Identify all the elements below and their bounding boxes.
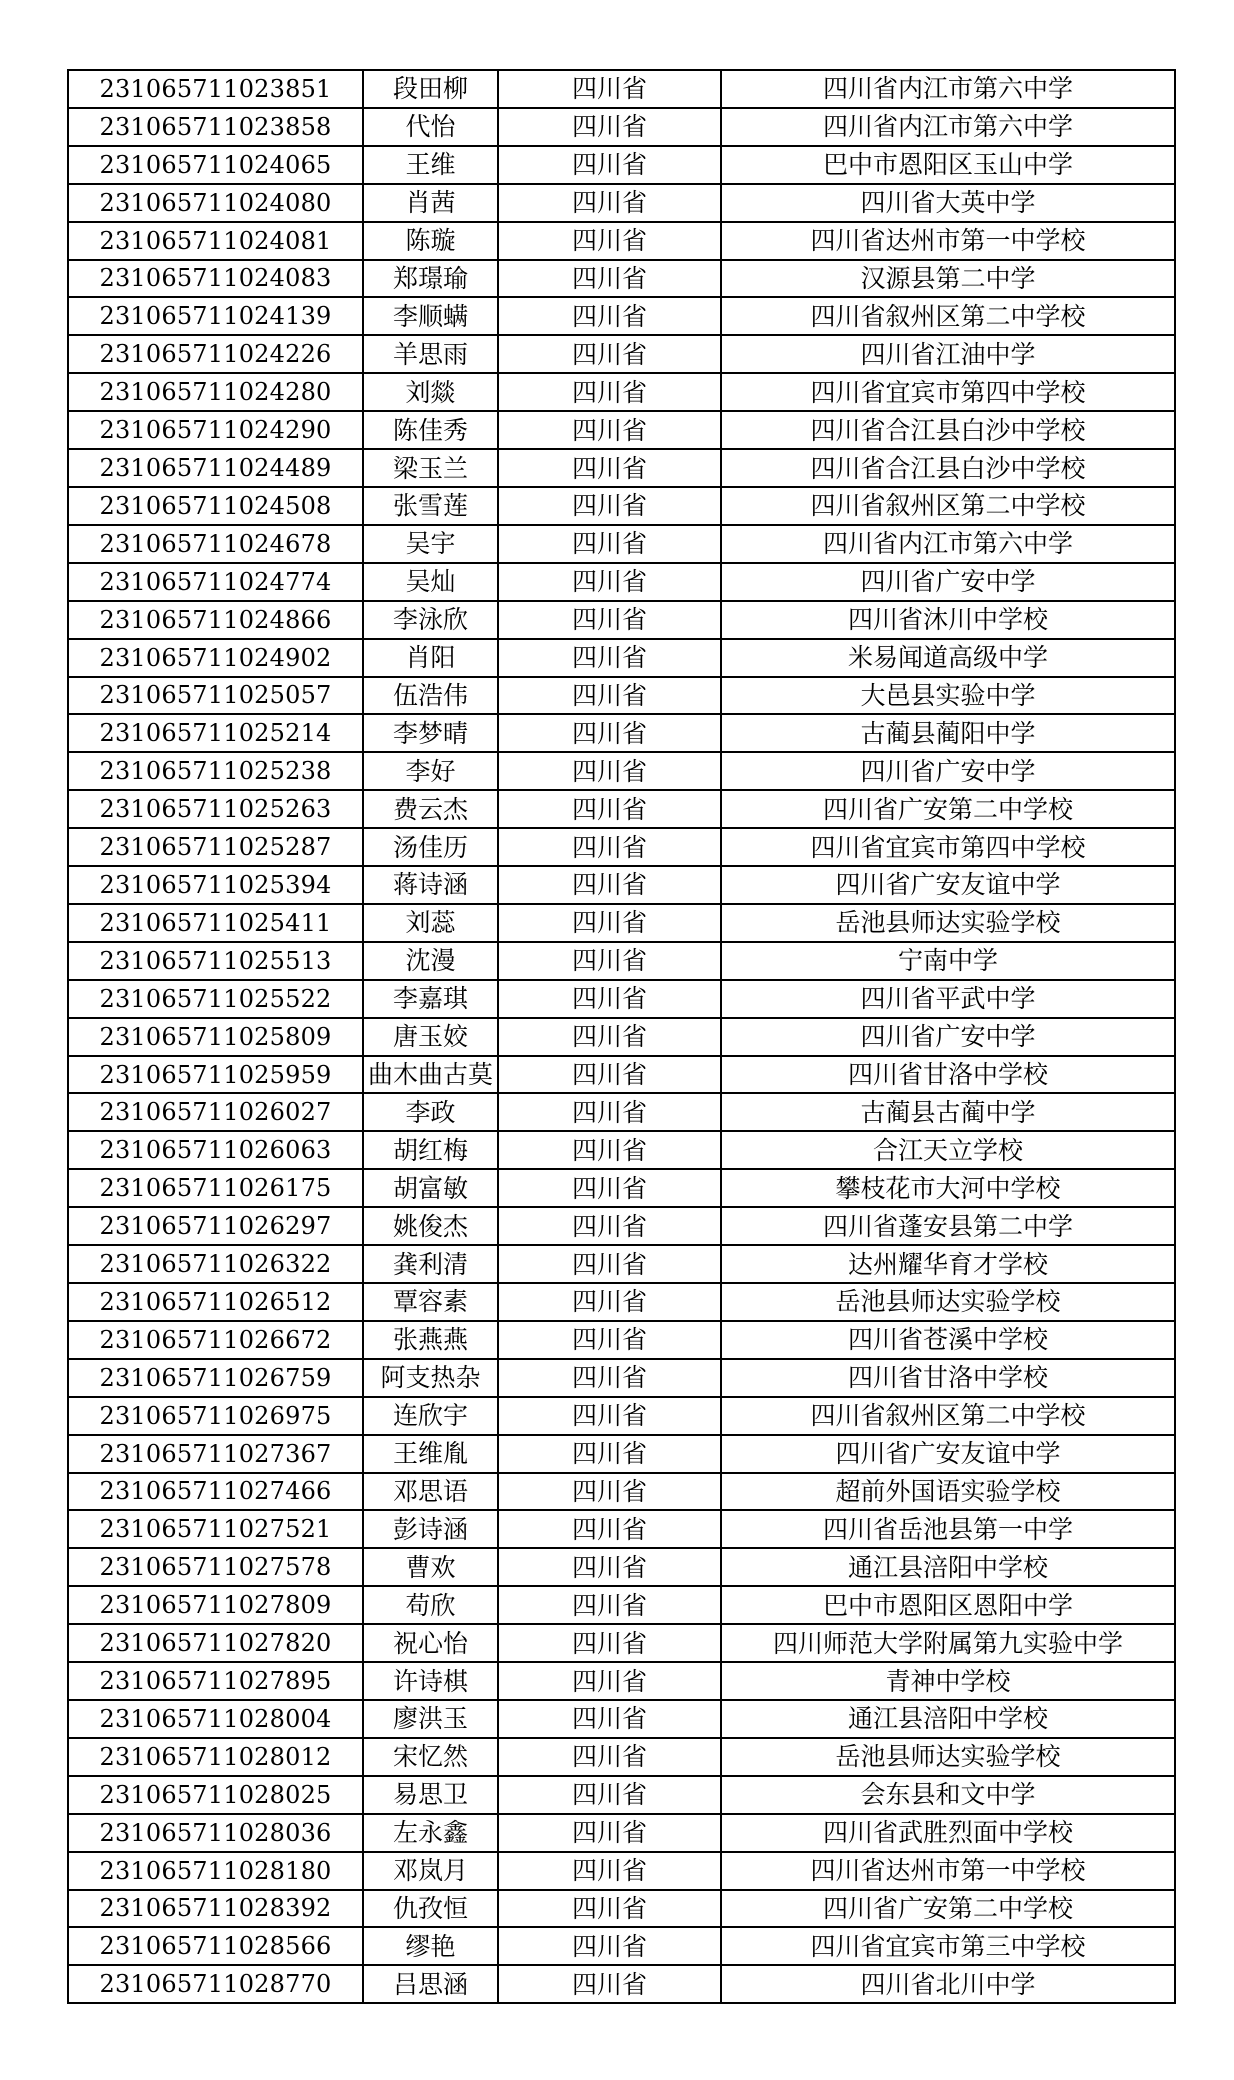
exam-number-cell: 231065711025238 (68, 752, 363, 790)
table-row (68, 980, 1175, 1018)
province-cell: 四川省 (498, 639, 721, 677)
student-name-cell: 易思卫 (363, 1776, 498, 1814)
table-row (68, 1965, 1175, 2003)
student-name-cell: 许诗棋 (363, 1662, 498, 1700)
student-name-cell: 龚利清 (363, 1245, 498, 1283)
school-cell: 达州耀华育才学校 (721, 1245, 1175, 1283)
exam-number-cell: 231065711027895 (68, 1662, 363, 1700)
table-row (68, 752, 1175, 790)
province-cell: 四川省 (498, 1321, 721, 1359)
province-cell: 四川省 (498, 1056, 721, 1094)
school-cell: 四川省广安中学 (721, 752, 1175, 790)
school-cell: 岳池县师达实验学校 (721, 1283, 1175, 1321)
table-row (68, 222, 1175, 260)
province-cell: 四川省 (498, 601, 721, 639)
exam-number-cell: 231065711024226 (68, 335, 363, 373)
school-cell: 四川省合江县白沙中学校 (721, 449, 1175, 487)
province-cell: 四川省 (498, 1435, 721, 1473)
exam-number-cell: 231065711024489 (68, 449, 363, 487)
province-cell: 四川省 (498, 563, 721, 601)
table-row (68, 1852, 1175, 1890)
student-name-cell: 吕思涵 (363, 1965, 498, 2003)
student-name-cell: 李梦晴 (363, 714, 498, 752)
school-cell: 四川省大英中学 (721, 184, 1175, 222)
student-name-cell: 刘蕊 (363, 904, 498, 942)
table-row (68, 1131, 1175, 1169)
province-cell: 四川省 (498, 222, 721, 260)
exam-number-cell: 231065711025057 (68, 677, 363, 715)
student-name-cell: 蒋诗涵 (363, 866, 498, 904)
table-row (68, 1890, 1175, 1928)
exam-number-cell: 231065711026027 (68, 1093, 363, 1131)
province-cell: 四川省 (498, 1359, 721, 1397)
exam-number-cell: 231065711025513 (68, 942, 363, 980)
school-cell: 四川省平武中学 (721, 980, 1175, 1018)
exam-number-cell: 231065711027809 (68, 1586, 363, 1624)
table-row (68, 1548, 1175, 1586)
school-cell: 四川省广安中学 (721, 563, 1175, 601)
school-cell: 古蔺县古蔺中学 (721, 1093, 1175, 1131)
exam-number-cell: 231065711025522 (68, 980, 363, 1018)
student-name-cell: 阿支热杂 (363, 1359, 498, 1397)
student-name-cell: 王维 (363, 146, 498, 184)
exam-number-cell: 231065711026175 (68, 1169, 363, 1207)
table-row (68, 828, 1175, 866)
table-row (68, 1169, 1175, 1207)
exam-number-cell: 231065711028012 (68, 1738, 363, 1776)
exam-number-cell: 231065711025214 (68, 714, 363, 752)
school-cell: 四川省叙州区第二中学校 (721, 487, 1175, 525)
student-name-cell: 肖茜 (363, 184, 498, 222)
table-row (68, 1624, 1175, 1662)
table-row (68, 1435, 1175, 1473)
school-cell: 四川省蓬安县第二中学 (721, 1207, 1175, 1245)
exam-number-cell: 231065711024280 (68, 373, 363, 411)
province-cell: 四川省 (498, 297, 721, 335)
table-row (68, 297, 1175, 335)
school-cell: 四川省叙州区第二中学校 (721, 1397, 1175, 1435)
table-row (68, 1586, 1175, 1624)
table-row (68, 373, 1175, 411)
school-cell: 大邑县实验中学 (721, 677, 1175, 715)
province-cell: 四川省 (498, 487, 721, 525)
table-row (68, 184, 1175, 222)
province-cell: 四川省 (498, 1283, 721, 1321)
student-name-cell: 邓岚月 (363, 1852, 498, 1890)
school-cell: 四川省北川中学 (721, 1965, 1175, 2003)
student-name-cell: 邓思语 (363, 1473, 498, 1511)
table-row (68, 1662, 1175, 1700)
province-cell: 四川省 (498, 335, 721, 373)
table-row (68, 525, 1175, 563)
school-cell: 岳池县师达实验学校 (721, 904, 1175, 942)
table-row (68, 146, 1175, 184)
table-row (68, 70, 1175, 108)
school-cell: 四川省宜宾市第三中学校 (721, 1927, 1175, 1965)
table-row (68, 714, 1175, 752)
exam-number-cell: 231065711028025 (68, 1776, 363, 1814)
student-name-cell: 梁玉兰 (363, 449, 498, 487)
student-name-cell: 苟欣 (363, 1586, 498, 1624)
province-cell: 四川省 (498, 1473, 721, 1511)
school-cell: 四川省苍溪中学校 (721, 1321, 1175, 1359)
province-cell: 四川省 (498, 1852, 721, 1890)
province-cell: 四川省 (498, 752, 721, 790)
province-cell: 四川省 (498, 184, 721, 222)
exam-number-cell: 231065711028392 (68, 1890, 363, 1928)
school-cell: 岳池县师达实验学校 (721, 1738, 1175, 1776)
school-cell: 合江天立学校 (721, 1131, 1175, 1169)
roster-table-body (68, 70, 1175, 2003)
table-row (68, 1359, 1175, 1397)
school-cell: 四川省甘洛中学校 (721, 1056, 1175, 1094)
student-name-cell: 费云杰 (363, 790, 498, 828)
province-cell: 四川省 (498, 1700, 721, 1738)
student-name-cell: 刘燚 (363, 373, 498, 411)
student-name-cell: 缪艳 (363, 1927, 498, 1965)
table-row (68, 601, 1175, 639)
school-cell: 四川省达州市第一中学校 (721, 222, 1175, 260)
exam-number-cell: 231065711023858 (68, 108, 363, 146)
province-cell: 四川省 (498, 1890, 721, 1928)
school-cell: 四川省岳池县第一中学 (721, 1510, 1175, 1548)
table-row (68, 677, 1175, 715)
table-row (68, 942, 1175, 980)
student-name-cell: 吴宇 (363, 525, 498, 563)
province-cell: 四川省 (498, 1169, 721, 1207)
student-name-cell: 连欣宇 (363, 1397, 498, 1435)
school-cell: 四川省合江县白沙中学校 (721, 411, 1175, 449)
school-cell: 四川省叙州区第二中学校 (721, 297, 1175, 335)
table-row (68, 1018, 1175, 1056)
student-name-cell: 廖洪玉 (363, 1700, 498, 1738)
province-cell: 四川省 (498, 1586, 721, 1624)
student-name-cell: 祝心怡 (363, 1624, 498, 1662)
table-row (68, 1700, 1175, 1738)
table-row (68, 260, 1175, 298)
province-cell: 四川省 (498, 1776, 721, 1814)
exam-number-cell: 231065711026672 (68, 1321, 363, 1359)
province-cell: 四川省 (498, 108, 721, 146)
table-row (68, 1776, 1175, 1814)
table-row (68, 1927, 1175, 1965)
student-name-cell: 李嘉琪 (363, 980, 498, 1018)
province-cell: 四川省 (498, 373, 721, 411)
exam-number-cell: 231065711025263 (68, 790, 363, 828)
exam-number-cell: 231065711025411 (68, 904, 363, 942)
table-row (68, 1473, 1175, 1511)
student-name-cell: 郑璟瑜 (363, 260, 498, 298)
school-cell: 巴中市恩阳区恩阳中学 (721, 1586, 1175, 1624)
province-cell: 四川省 (498, 1927, 721, 1965)
province-cell: 四川省 (498, 942, 721, 980)
student-name-cell: 李顺螨 (363, 297, 498, 335)
school-cell: 汉源县第二中学 (721, 260, 1175, 298)
province-cell: 四川省 (498, 70, 721, 108)
table-row (68, 108, 1175, 146)
exam-number-cell: 231065711024080 (68, 184, 363, 222)
school-cell: 四川省内江市第六中学 (721, 108, 1175, 146)
student-name-cell: 张雪莲 (363, 487, 498, 525)
table-row (68, 487, 1175, 525)
province-cell: 四川省 (498, 449, 721, 487)
student-name-cell: 仇孜恒 (363, 1890, 498, 1928)
student-name-cell: 王维胤 (363, 1435, 498, 1473)
province-cell: 四川省 (498, 1397, 721, 1435)
exam-number-cell: 231065711024083 (68, 260, 363, 298)
exam-number-cell: 231065711024678 (68, 525, 363, 563)
exam-number-cell: 231065711028180 (68, 1852, 363, 1890)
student-name-cell: 段田柳 (363, 70, 498, 108)
school-cell: 会东县和文中学 (721, 1776, 1175, 1814)
province-cell: 四川省 (498, 1814, 721, 1852)
exam-number-cell: 231065711025809 (68, 1018, 363, 1056)
school-cell: 四川省甘洛中学校 (721, 1359, 1175, 1397)
province-cell: 四川省 (498, 980, 721, 1018)
student-name-cell: 曲木曲古莫 (363, 1056, 498, 1094)
exam-number-cell: 231065711024866 (68, 601, 363, 639)
province-cell: 四川省 (498, 1093, 721, 1131)
student-name-cell: 羊思雨 (363, 335, 498, 373)
table-row (68, 904, 1175, 942)
table-row (68, 1093, 1175, 1131)
school-cell: 青神中学校 (721, 1662, 1175, 1700)
exam-number-cell: 231065711028036 (68, 1814, 363, 1852)
exam-number-cell: 231065711027466 (68, 1473, 363, 1511)
exam-number-cell: 231065711027521 (68, 1510, 363, 1548)
student-name-cell: 李泳欣 (363, 601, 498, 639)
exam-number-cell: 231065711027820 (68, 1624, 363, 1662)
province-cell: 四川省 (498, 1624, 721, 1662)
province-cell: 四川省 (498, 1018, 721, 1056)
province-cell: 四川省 (498, 1662, 721, 1700)
table-row (68, 1283, 1175, 1321)
exam-number-cell: 231065711026063 (68, 1131, 363, 1169)
student-name-cell: 伍浩伟 (363, 677, 498, 715)
table-row (68, 1510, 1175, 1548)
exam-number-cell: 231065711026512 (68, 1283, 363, 1321)
exam-number-cell: 231065711027578 (68, 1548, 363, 1586)
student-name-cell: 肖阳 (363, 639, 498, 677)
school-cell: 四川省广安第二中学校 (721, 790, 1175, 828)
exam-number-cell: 231065711027367 (68, 1435, 363, 1473)
table-row (68, 1738, 1175, 1776)
school-cell: 四川省广安友谊中学 (721, 1435, 1175, 1473)
province-cell: 四川省 (498, 1131, 721, 1169)
school-cell: 米易闻道高级中学 (721, 639, 1175, 677)
exam-number-cell: 231065711024290 (68, 411, 363, 449)
school-cell: 通江县涪阳中学校 (721, 1548, 1175, 1586)
province-cell: 四川省 (498, 411, 721, 449)
student-roster-table (67, 69, 1176, 2004)
province-cell: 四川省 (498, 146, 721, 184)
table-row (68, 1056, 1175, 1094)
school-cell: 攀枝花市大河中学校 (721, 1169, 1175, 1207)
school-cell: 四川省达州市第一中学校 (721, 1852, 1175, 1890)
exam-number-cell: 231065711023851 (68, 70, 363, 108)
exam-number-cell: 231065711028566 (68, 1927, 363, 1965)
school-cell: 四川省武胜烈面中学校 (721, 1814, 1175, 1852)
province-cell: 四川省 (498, 1965, 721, 2003)
table-row (68, 790, 1175, 828)
student-name-cell: 代怡 (363, 108, 498, 146)
school-cell: 四川省江油中学 (721, 335, 1175, 373)
student-name-cell: 陈佳秀 (363, 411, 498, 449)
student-name-cell: 胡红梅 (363, 1131, 498, 1169)
student-name-cell: 曹欢 (363, 1548, 498, 1586)
table-row (68, 449, 1175, 487)
province-cell: 四川省 (498, 1510, 721, 1548)
student-name-cell: 唐玉姣 (363, 1018, 498, 1056)
student-name-cell: 彭诗涵 (363, 1510, 498, 1548)
province-cell: 四川省 (498, 828, 721, 866)
province-cell: 四川省 (498, 1548, 721, 1586)
province-cell: 四川省 (498, 260, 721, 298)
school-cell: 四川省内江市第六中学 (721, 70, 1175, 108)
exam-number-cell: 231065711028004 (68, 1700, 363, 1738)
student-name-cell: 吴灿 (363, 563, 498, 601)
exam-number-cell: 231065711025394 (68, 866, 363, 904)
exam-number-cell: 231065711025287 (68, 828, 363, 866)
student-name-cell: 汤佳历 (363, 828, 498, 866)
exam-number-cell: 231065711028770 (68, 1965, 363, 2003)
province-cell: 四川省 (498, 866, 721, 904)
school-cell: 四川省沐川中学校 (721, 601, 1175, 639)
table-row (68, 1207, 1175, 1245)
exam-number-cell: 231065711024081 (68, 222, 363, 260)
school-cell: 古蔺县蔺阳中学 (721, 714, 1175, 752)
exam-number-cell: 231065711026759 (68, 1359, 363, 1397)
table-row (68, 411, 1175, 449)
table-row (68, 1814, 1175, 1852)
province-cell: 四川省 (498, 790, 721, 828)
school-cell: 四川省内江市第六中学 (721, 525, 1175, 563)
province-cell: 四川省 (498, 1245, 721, 1283)
student-name-cell: 姚俊杰 (363, 1207, 498, 1245)
school-cell: 四川省广安第二中学校 (721, 1890, 1175, 1928)
table-row (68, 563, 1175, 601)
student-name-cell: 李好 (363, 752, 498, 790)
school-cell: 宁南中学 (721, 942, 1175, 980)
table-row (68, 1321, 1175, 1359)
school-cell: 超前外国语实验学校 (721, 1473, 1175, 1511)
school-cell: 四川省宜宾市第四中学校 (721, 828, 1175, 866)
exam-number-cell: 231065711026322 (68, 1245, 363, 1283)
table-row (68, 1245, 1175, 1283)
school-cell: 四川省宜宾市第四中学校 (721, 373, 1175, 411)
table-row (68, 639, 1175, 677)
student-name-cell: 宋忆然 (363, 1738, 498, 1776)
student-name-cell: 左永鑫 (363, 1814, 498, 1852)
province-cell: 四川省 (498, 677, 721, 715)
exam-number-cell: 231065711026975 (68, 1397, 363, 1435)
school-cell: 通江县涪阳中学校 (721, 1700, 1175, 1738)
student-name-cell: 覃容素 (363, 1283, 498, 1321)
province-cell: 四川省 (498, 525, 721, 563)
exam-number-cell: 231065711024774 (68, 563, 363, 601)
province-cell: 四川省 (498, 1738, 721, 1776)
table-row (68, 866, 1175, 904)
province-cell: 四川省 (498, 714, 721, 752)
exam-number-cell: 231065711025959 (68, 1056, 363, 1094)
exam-number-cell: 231065711024139 (68, 297, 363, 335)
school-cell: 巴中市恩阳区玉山中学 (721, 146, 1175, 184)
province-cell: 四川省 (498, 1207, 721, 1245)
school-cell: 四川师范大学附属第九实验中学 (721, 1624, 1175, 1662)
student-name-cell: 李政 (363, 1093, 498, 1131)
exam-number-cell: 231065711024508 (68, 487, 363, 525)
student-name-cell: 张燕燕 (363, 1321, 498, 1359)
province-cell: 四川省 (498, 904, 721, 942)
exam-number-cell: 231065711026297 (68, 1207, 363, 1245)
student-name-cell: 胡富敏 (363, 1169, 498, 1207)
school-cell: 四川省广安友谊中学 (721, 866, 1175, 904)
table-row (68, 1397, 1175, 1435)
exam-number-cell: 231065711024065 (68, 146, 363, 184)
exam-number-cell: 231065711024902 (68, 639, 363, 677)
student-name-cell: 沈漫 (363, 942, 498, 980)
student-name-cell: 陈璇 (363, 222, 498, 260)
table-row (68, 335, 1175, 373)
school-cell: 四川省广安中学 (721, 1018, 1175, 1056)
